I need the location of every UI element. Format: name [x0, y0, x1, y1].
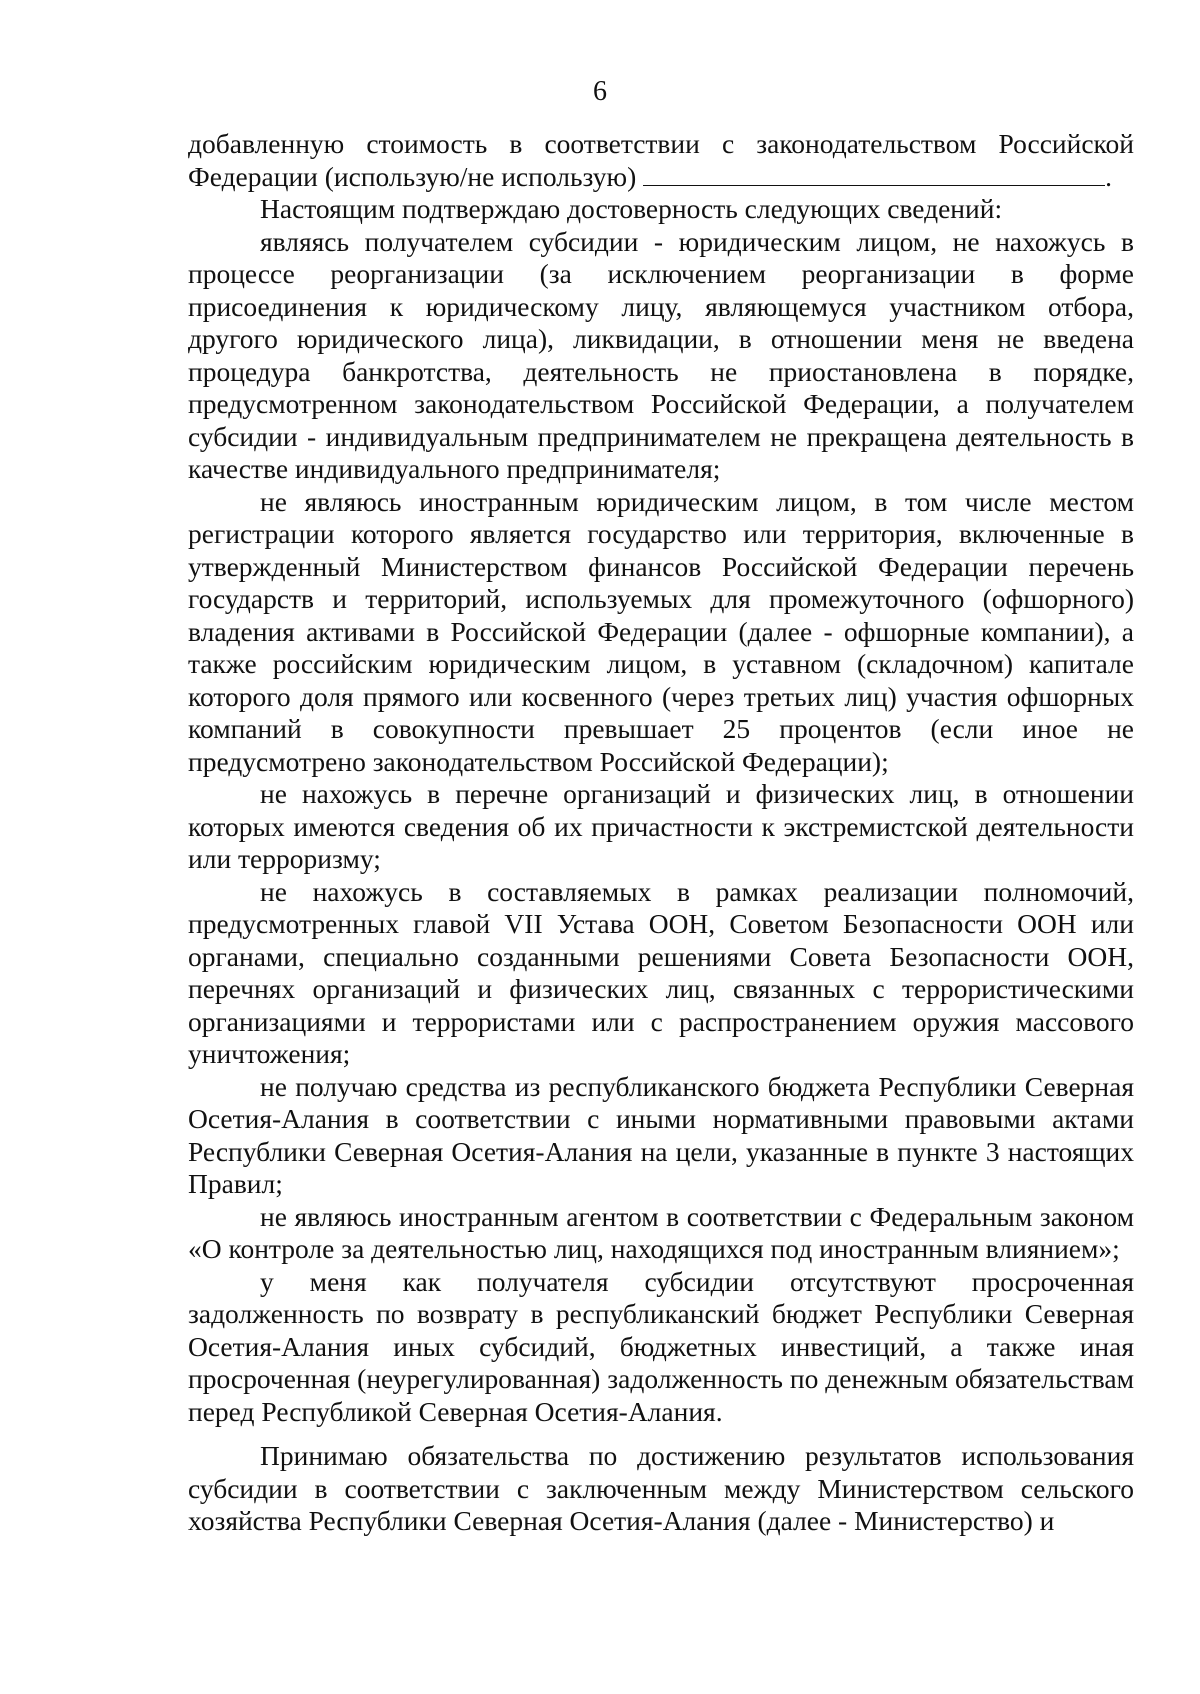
page-number: 6 — [593, 76, 607, 107]
paragraph-obligations: Принимаю обязательства по достижению результатов использования субсидии в соответствии с заключенным между Министерством сельского хозяйства Республики Северная Осетия-Алания (далее - Министерство) и — [188, 1440, 1134, 1536]
paragraph-offshore: не являюсь иностранным юридическим лицом, в том числе местом регистрации которого является государство или территория, включенные в утвержденный Министерством финансов Российской Федерации перечень государств и территорий, используемых для промежуточного (офшорного) владения активами в Российской Федерации (далее - офшорные компании), а также российским юридическим лицом, в уставном (складочном) капитале которого доля прямого или косвенного (через третьих лиц) участия офшорных компаний в совокупности превышает 25 процентов (если иное не предусмотрено законодательством Российской Федерации); — [188, 485, 1134, 777]
vat-status-blank-field[interactable] — [643, 161, 1105, 186]
vat-status-period: . — [1105, 160, 1112, 192]
paragraph-confirmation-intro: Настоящим подтверждаю достоверность следующих сведений: — [260, 193, 1003, 224]
vat-status-text: добавленную стоимость в соответствии с законодательством Российской Федерации (использую/не использую) — [188, 128, 1134, 192]
paragraph-extremism: не нахожусь в перечне организаций и физических лиц, в отношении которых имеются сведения об их причастности к экстремистской деятельности или терроризму; — [188, 778, 1134, 874]
paragraph-budget-funds: не получаю средства из республиканского бюджета Республики Северная Осетия-Алания в соответствии с иными нормативными правовыми актами Республики Северная Осетия-Алания на цели, указанные в пункте 3 настоящих Правил; — [188, 1070, 1134, 1199]
document-body — [188, 128, 1134, 1538]
paragraph-vat-status — [188, 128, 1134, 193]
paragraph-reorganization: являясь получателем субсидии - юридическим лицом, не нахожусь в процессе реорганизации (за исключением реорганизации в форме присоединения к юридическому лицу, являющемуся участником отбора, другого юридического лица), ликвидации, в отношении меня не введена процедура банкротства, деятельность не приостановлена в порядке, предусмотренном законодательством Российской Федерации, а получателем субсидии - индивидуальным предпринимателем не прекращена деятельность в качестве индивидуального предпринимателя; — [188, 225, 1134, 484]
paragraph-un-lists: не нахожусь в составляемых в рамках реализации полномочий, предусмотренных главой VII Устава ООН, Советом Безопасности ООН или органами, специально созданными решениями Совета Безопасности ООН, перечнях организаций и физических лиц, связанных с террористическими организациями и террористами или с распространением оружия массового уничтожения; — [188, 875, 1134, 1069]
paragraph-debt: у меня как получателя субсидии отсутствуют просроченная задолженность по возврату в республиканский бюджет Республики Северная Осетия-Алания иных субсидий, бюджетных инвестиций, а также иная просроченная (неурегулированная) задолженность по денежным обязательствам перед Республикой Северная Осетия-Алания. — [188, 1265, 1134, 1427]
paragraph-foreign-agent: не являюсь иностранным агентом в соответствии с Федеральным законом «О контроле за деятельностью лиц, находящихся под иностранным влиянием»; — [188, 1200, 1134, 1264]
